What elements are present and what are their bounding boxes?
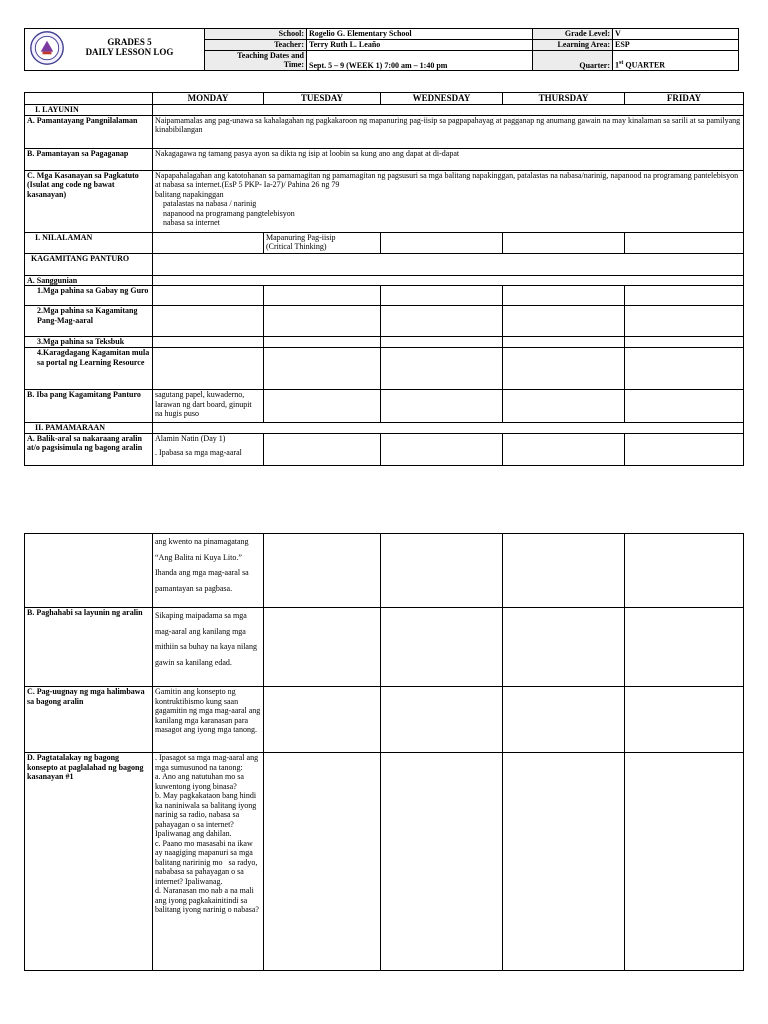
label-pag-uugnay: C. Pag-uugnay ng mga halimbawa sa bagong aralin	[25, 687, 153, 753]
section-kagamitan: KAGAMITANG PANTURO	[25, 253, 153, 275]
empty-cell	[625, 348, 744, 390]
empty-cell	[153, 348, 264, 390]
header-block	[24, 28, 744, 71]
empty-cell	[625, 534, 744, 608]
empty-cell	[381, 608, 503, 687]
text-pagtatalakay: . Ipasagot sa mga mag-aaral ang mga sumusunod na tanong: a. Ano ang natutuhan mo sa kuwentong iyong binasa? b. May pagkakataon bang hindi ka naniniwala sa balitang iyong narinig sa radio, nabasa sa pahayagan o sa internet? Ipaliwanag ang dahilan. c. Paano mo masasabi na ikaw ay naagiging mapanuri sa mga balitang naririnig mo sa radyo, nababasa sa pahayagan o sa internet? Ipaliwanag. d. Naranasan mo nab a na mali ang iyong pagkakainitindi sa balitang iyong narinig o nabasa?	[153, 753, 264, 971]
empty-cell	[625, 687, 744, 753]
label-kasanayan: C. Mga Kasanayan sa Pagkatuto (Isulat ang code ng bawat kasanayan)	[25, 170, 153, 232]
day-header-blank	[25, 93, 153, 105]
empty-cell	[381, 337, 503, 348]
text-kasanayan	[153, 170, 744, 232]
empty-cell	[264, 348, 381, 390]
text-pamantayan-sa-pagaganap: Nakagagawa ng tamang pasya ayon sa dikta ng isip at loobin sa kung ano ang dapat at di-dapat	[153, 148, 744, 170]
day-tuesday: TUESDAY	[264, 93, 381, 105]
nilalaman-tuesday-line2: (Critical Thinking)	[266, 242, 327, 251]
sanggunian-blank	[153, 275, 744, 286]
label-pamantayang-pangnilalaman: A. Pamantayang Pangnilalaman	[25, 115, 153, 148]
continuation-label	[25, 534, 153, 608]
quarter-value	[613, 51, 739, 71]
empty-cell	[264, 608, 381, 687]
kagamitan-blank	[153, 253, 744, 275]
day-thursday: THURSDAY	[503, 93, 625, 105]
text-iba-pang-kagamitan: sagutang papel, kuwaderno, larawan ng dart board, ginupit na hugis puso	[153, 390, 264, 423]
header-title-2: DAILY LESSON LOG	[85, 47, 174, 57]
empty-cell	[503, 687, 625, 753]
empty-cell	[625, 433, 744, 465]
empty-cell	[503, 390, 625, 423]
empty-cell	[264, 534, 381, 608]
lesson-table-2	[24, 533, 744, 971]
day-friday: FRIDAY	[625, 93, 744, 105]
dates-label	[205, 51, 307, 71]
school-label: School:	[205, 29, 307, 40]
empty-cell	[381, 306, 503, 337]
day-wednesday: WEDNESDAY	[381, 93, 503, 105]
empty-cell	[625, 390, 744, 423]
label-balik-aral: A. Balik-aral sa nakaraang aralin at/o pagsisimula ng bagong aralin	[25, 433, 153, 465]
school-value: Rogelio G. Elementary School	[307, 29, 533, 40]
dates-label-line1: Teaching Dates and	[237, 51, 304, 60]
empty-cell	[503, 753, 625, 971]
teacher-value: Terry Ruth L. Leaño	[307, 40, 533, 51]
grade-value: V	[613, 29, 739, 40]
label-kagamitang-mag-aaral: 2.Mga pahina sa Kagamitang Pang-Mag-aaral	[25, 306, 153, 337]
empty-cell	[264, 337, 381, 348]
empty-cell	[625, 753, 744, 971]
area-value: ESP	[613, 40, 739, 51]
kasanayan-item-1: balitang napakinggan	[155, 189, 224, 199]
grade-label: Grade Level:	[533, 29, 613, 40]
lesson-table-1	[24, 92, 744, 466]
empty-cell	[503, 286, 625, 306]
empty-cell	[264, 433, 381, 465]
nilalaman-tuesday-line1: Mapanuring Pag-iisip	[266, 232, 336, 242]
empty-cell	[625, 608, 744, 687]
kasanayan-item-3: napanood na programang pangtelebisyon	[163, 208, 295, 218]
empty-cell	[381, 687, 503, 753]
nilalaman-thursday	[503, 232, 625, 253]
balik-aral-line2: . Ipabasa sa mga mag-aaral	[155, 448, 242, 457]
quarter-num: 1	[615, 61, 619, 70]
pamamaraan-blank	[153, 423, 744, 434]
text-balik-aral-continued: ang kwento na pinamagatang “Ang Balita ni Kuya Lito.” Ihanda ang mga mag-aaral sa pamantayan sa pagbasa.	[153, 534, 264, 608]
empty-cell	[381, 534, 503, 608]
empty-cell	[503, 306, 625, 337]
empty-cell	[503, 433, 625, 465]
section-layunin: I. LAYUNIN	[25, 105, 153, 116]
area-label: Learning Area:	[533, 40, 613, 51]
deped-seal-icon	[29, 30, 65, 66]
kasanayan-item-2: patalastas na nabasa / narinig	[163, 199, 257, 208]
label-iba-pang-kagamitan: B. Iba pang Kagamitang Panturo	[25, 390, 153, 423]
label-paghahabi: B. Paghahabi sa layunin ng aralin	[25, 608, 153, 687]
text-paghahabi: Sikaping maipadama sa mga mag-aaral ang kanilang mga mithiin sa buhay na kaya nilang gawin sa kanilang edad.	[153, 608, 264, 687]
empty-cell	[381, 286, 503, 306]
empty-cell	[625, 286, 744, 306]
empty-cell	[264, 390, 381, 423]
dates-value: Sept. 5 – 9 (WEEK 1) 7:00 am – 1:40 pm	[307, 51, 533, 71]
lesson-log-page-2	[24, 533, 744, 971]
label-gabay-guro: 1.Mga pahina sa Gabay ng Guro	[25, 286, 153, 306]
header-title-1: GRADES 5	[107, 37, 152, 47]
empty-cell	[264, 753, 381, 971]
empty-cell	[381, 348, 503, 390]
empty-cell	[503, 534, 625, 608]
kasanayan-main: Napapahalagahan ang katotohanan sa pamamagitan ng pamamagitan ng pagsusuri sa mga balitang napakinggan, patalastas na nabasa/narinig, napanood na programang pantelebisyon at nabasa sa internet.(EsP 5 PKP- Ia-27)/ Pahina 26 ng 79	[155, 170, 739, 189]
day-header-row	[25, 93, 744, 105]
label-teksbuk: 3.Mga pahina sa Teksbuk	[25, 337, 153, 348]
section-pamamaraan: II. PAMAMARAAN	[25, 423, 153, 434]
section-nilalaman: I. NILALAMAN	[25, 232, 153, 253]
label-pamantayan-sa-pagaganap: B. Pamantayan sa Pagaganap	[25, 148, 153, 170]
empty-cell	[264, 286, 381, 306]
empty-cell	[381, 390, 503, 423]
empty-cell	[153, 337, 264, 348]
empty-cell	[153, 306, 264, 337]
empty-cell	[503, 608, 625, 687]
text-pamantayang-pangnilalaman: Naipamamalas ang pag-unawa sa kahalagahan ng pagkakaroon ng mapanuring pag-iisip sa pagpapahayag at pagganap ng anumang gawain na may kinalaman sa sarili at sa pamilyang kinabibilangan	[153, 115, 744, 148]
label-pagtatalakay: D. Pagtatalakay ng bagong konsepto at paglalahad ng bagong kasanayan #1	[25, 753, 153, 971]
kasanayan-item-4: nabasa sa internet	[163, 218, 220, 227]
empty-cell	[381, 433, 503, 465]
empty-cell	[625, 337, 744, 348]
text-balik-aral	[153, 433, 264, 465]
nilalaman-wednesday	[381, 232, 503, 253]
empty-cell	[153, 286, 264, 306]
day-monday: MONDAY	[153, 93, 264, 105]
text-pag-uugnay: Gamitin ang konsepto ng kontruktibismo kung saan gagamitin ng mga mag-aaral ang kanilang mga karanasan para masagot ang iyong mga tanong.	[153, 687, 264, 753]
header-title-cell	[25, 29, 205, 71]
label-sanggunian: A. Sanggunian	[25, 275, 153, 286]
layunin-blank	[153, 105, 744, 116]
balik-aral-line1: Alamin Natin (Day 1)	[155, 433, 226, 443]
nilalaman-friday	[625, 232, 744, 253]
teacher-label: Teacher:	[205, 40, 307, 51]
empty-cell	[381, 753, 503, 971]
empty-cell	[264, 687, 381, 753]
nilalaman-tuesday	[264, 232, 381, 253]
quarter-sup: st	[619, 60, 624, 67]
lesson-log-page-1	[24, 92, 744, 466]
quarter-rest: QUARTER	[623, 61, 666, 70]
dates-label-line2: Time:	[283, 60, 304, 69]
empty-cell	[503, 348, 625, 390]
label-learning-resource: 4.Karagdagang Kagamitan mula sa portal ng Learning Resource	[25, 348, 153, 390]
quarter-label: Quarter:	[533, 51, 613, 71]
empty-cell	[264, 306, 381, 337]
header-table	[24, 28, 739, 71]
empty-cell	[503, 337, 625, 348]
empty-cell	[625, 306, 744, 337]
nilalaman-monday	[153, 232, 264, 253]
